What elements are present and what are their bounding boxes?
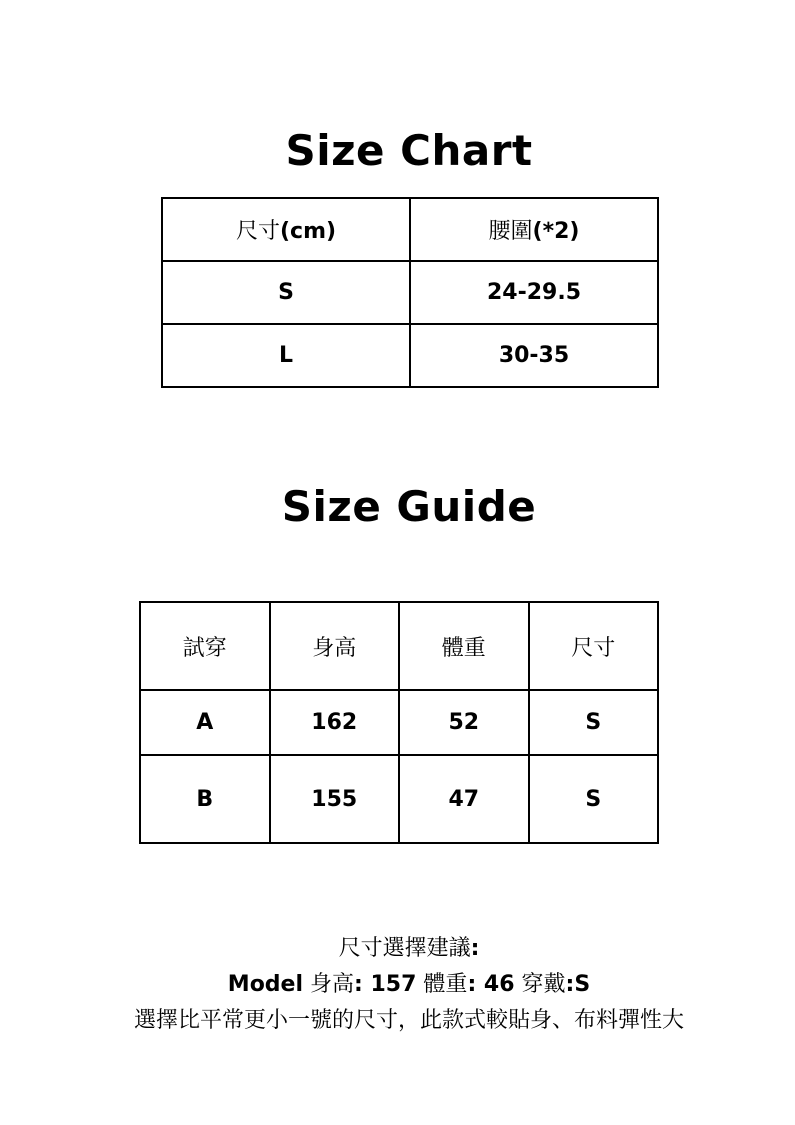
size-cell: S bbox=[529, 755, 659, 843]
height-label: 身高 bbox=[310, 972, 355, 997]
table-header-row bbox=[162, 198, 658, 261]
size-cell: S bbox=[529, 690, 659, 755]
table-row bbox=[140, 755, 658, 843]
size-chart-title: Size Chart bbox=[285, 126, 533, 175]
table-row bbox=[162, 324, 658, 387]
waist-cell: 30-35 bbox=[410, 324, 658, 387]
header-unit: (cm) bbox=[279, 219, 337, 244]
size-chart-table bbox=[161, 197, 659, 388]
header-cell-height: 身高 bbox=[270, 602, 400, 690]
header-cell-waist bbox=[410, 198, 658, 261]
header-cjk: 腰圍 bbox=[488, 219, 533, 244]
model-label: Model bbox=[227, 972, 304, 997]
header-unit: (*2) bbox=[532, 219, 580, 244]
table-row bbox=[140, 690, 658, 755]
waist-cell: 24-29.5 bbox=[410, 261, 658, 324]
advice-heading-colon: : bbox=[470, 936, 480, 961]
size-guide-title: Size Guide bbox=[281, 482, 537, 531]
tryon-cell: B bbox=[140, 755, 270, 843]
weight-cell: 47 bbox=[399, 755, 529, 843]
size-cell: L bbox=[162, 324, 410, 387]
table-row bbox=[162, 261, 658, 324]
header-cell-tryon: 試穿 bbox=[140, 602, 270, 690]
size-advice-heading bbox=[0, 933, 795, 965]
header-cell-size: 尺寸 bbox=[529, 602, 659, 690]
height-value: : 157 bbox=[354, 972, 417, 997]
weight-label: 體重 bbox=[423, 972, 468, 997]
header-cjk: 尺寸 bbox=[235, 219, 280, 244]
advice-heading-text: 尺寸選擇建議 bbox=[338, 936, 471, 961]
weight-value: : 46 bbox=[467, 972, 515, 997]
model-measurements bbox=[0, 969, 795, 1001]
header-cell-weight: 體重 bbox=[399, 602, 529, 690]
header-cell-size bbox=[162, 198, 410, 261]
table-header-row bbox=[140, 602, 658, 690]
height-cell: 155 bbox=[270, 755, 400, 843]
wear-label: 穿戴 bbox=[521, 972, 566, 997]
height-cell: 162 bbox=[270, 690, 400, 755]
size-guide-table bbox=[139, 601, 659, 844]
weight-cell: 52 bbox=[399, 690, 529, 755]
size-cell: S bbox=[162, 261, 410, 324]
tryon-cell: A bbox=[140, 690, 270, 755]
wear-value: :S bbox=[565, 972, 591, 997]
fit-advice: 選擇比平常更小一號的尺寸，此款式較貼身、布料彈性大 bbox=[133, 1008, 684, 1033]
